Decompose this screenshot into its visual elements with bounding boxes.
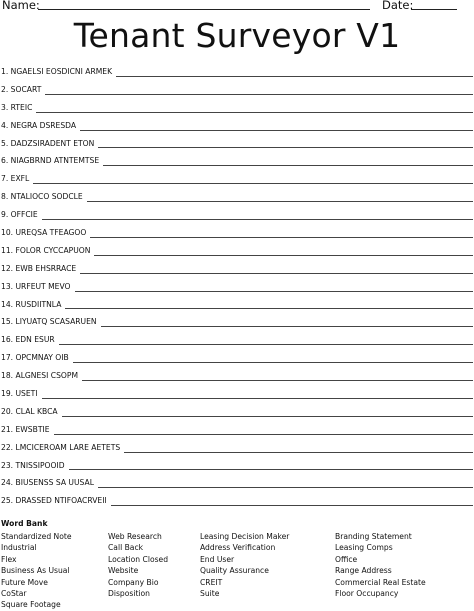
answer-line[interactable] bbox=[80, 130, 473, 131]
question-number: 25. bbox=[1, 496, 14, 506]
question-number: 4. bbox=[1, 120, 9, 130]
answer-line[interactable] bbox=[103, 165, 473, 166]
scrambled-word: EDN ESUR bbox=[15, 335, 55, 345]
word-bank-item: Leasing Comps bbox=[335, 543, 393, 553]
scrambled-word: USETI bbox=[15, 389, 38, 399]
question-row bbox=[1, 492, 473, 510]
answer-line[interactable] bbox=[98, 487, 473, 488]
scrambled-word: RTEIC bbox=[10, 102, 33, 112]
question-row bbox=[1, 188, 473, 206]
question-row bbox=[1, 349, 473, 367]
scrambled-word: ALGNESI CSOPM bbox=[15, 371, 78, 381]
answer-line[interactable] bbox=[45, 94, 473, 95]
page-title: Tenant Surveyor V1 bbox=[73, 16, 401, 55]
question-row bbox=[1, 296, 473, 314]
question-number: 8. bbox=[1, 192, 9, 202]
question-row bbox=[1, 170, 473, 188]
scrambled-word: FOLOR CYCCAPUON bbox=[15, 245, 91, 255]
question-number: 5. bbox=[1, 138, 9, 148]
question-number: 22. bbox=[1, 442, 14, 452]
word-bank-column-2 bbox=[108, 531, 168, 599]
question-number: 11. bbox=[1, 245, 14, 255]
question-number: 16. bbox=[1, 335, 14, 345]
word-bank-item: CoStar bbox=[1, 589, 27, 599]
scrambled-word: TNISSIPOOID bbox=[15, 460, 65, 470]
word-bank-column-3 bbox=[200, 531, 289, 599]
question-number: 24. bbox=[1, 478, 14, 488]
question-number: 13. bbox=[1, 281, 14, 291]
word-bank-item: Location Closed bbox=[108, 554, 169, 564]
question-row bbox=[1, 99, 473, 117]
question-number: 1. bbox=[1, 67, 9, 76]
question-row bbox=[1, 439, 473, 457]
word-bank-item: Business As Usual bbox=[1, 566, 70, 576]
answer-line[interactable] bbox=[59, 344, 473, 345]
question-row bbox=[1, 81, 473, 99]
word-bank-item: Quality Assurance bbox=[200, 566, 269, 576]
scrambled-word: EXFL bbox=[10, 174, 30, 184]
question-number: 15. bbox=[1, 317, 14, 327]
answer-line[interactable] bbox=[116, 76, 473, 77]
word-bank-item: Floor Occupancy bbox=[335, 589, 399, 599]
scrambled-word: NEGRA DSRESDA bbox=[10, 120, 77, 130]
word-bank-column-1 bbox=[1, 531, 72, 611]
question-row bbox=[1, 474, 473, 492]
answer-line[interactable] bbox=[82, 380, 473, 381]
name-label: Name: bbox=[2, 0, 40, 12]
question-number: 18. bbox=[1, 371, 14, 381]
answer-line[interactable] bbox=[75, 291, 474, 292]
question-row bbox=[1, 117, 473, 135]
word-bank-item: Office bbox=[335, 554, 358, 564]
word-bank-item: Company Bio bbox=[108, 577, 159, 587]
scrambled-word: URFEUT MEVO bbox=[15, 281, 71, 291]
question-number: 23. bbox=[1, 460, 14, 470]
answer-line[interactable] bbox=[62, 416, 473, 417]
word-bank-item: Web Research bbox=[108, 532, 162, 541]
word-bank-item: Branding Statement bbox=[335, 532, 412, 541]
question-number: 3. bbox=[1, 102, 9, 112]
question-number: 9. bbox=[1, 210, 9, 220]
question-number: 2. bbox=[1, 84, 9, 94]
question-number: 7. bbox=[1, 174, 9, 184]
scrambled-word: NGAELSI EOSDICNI ARMEK bbox=[10, 67, 113, 76]
word-bank-item: Disposition bbox=[108, 589, 150, 599]
date-field-line[interactable] bbox=[411, 9, 457, 10]
question-number: 14. bbox=[1, 299, 14, 309]
scrambled-word: DRASSED NTIFOACRVEII bbox=[15, 496, 107, 506]
answer-line[interactable] bbox=[42, 398, 473, 399]
question-number: 10. bbox=[1, 228, 14, 238]
answer-line[interactable] bbox=[87, 201, 473, 202]
answer-line[interactable] bbox=[42, 219, 473, 220]
scrambled-word: LIYUATQ SCASARUEN bbox=[15, 317, 97, 327]
scrambled-word: CLAL KBCA bbox=[15, 406, 58, 416]
answer-line[interactable] bbox=[65, 308, 473, 309]
answer-line[interactable] bbox=[54, 434, 473, 435]
question-row bbox=[1, 242, 473, 260]
scrambled-word: NTALIOCO SODCLE bbox=[10, 192, 83, 202]
question-row bbox=[1, 260, 473, 278]
scrambled-word: RUSDIITNLA bbox=[15, 299, 62, 309]
word-bank-item: Leasing Decision Maker bbox=[200, 532, 290, 541]
scrambled-word: UREQSA TFEAGOO bbox=[15, 228, 87, 238]
word-bank-title: Word Bank bbox=[1, 519, 48, 528]
word-bank-item: Square Footage bbox=[1, 600, 61, 610]
word-bank-item: Future Move bbox=[1, 577, 48, 587]
scrambled-word: NIAGBRND ATNTEMTSE bbox=[10, 156, 100, 166]
question-row bbox=[1, 206, 473, 224]
question-number: 20. bbox=[1, 406, 14, 416]
question-row bbox=[1, 313, 473, 331]
question-row bbox=[1, 63, 473, 81]
question-row bbox=[1, 331, 473, 349]
scrambled-word: SOCART bbox=[10, 84, 42, 94]
date-label: Date: bbox=[382, 0, 414, 12]
word-bank-item: End User bbox=[200, 554, 235, 564]
question-row bbox=[1, 224, 473, 242]
question-number: 21. bbox=[1, 424, 14, 434]
word-bank-item: Address Verification bbox=[200, 543, 276, 553]
answer-line[interactable] bbox=[33, 183, 473, 184]
scrambled-word: OPCMNAY OIB bbox=[15, 353, 69, 363]
answer-line[interactable] bbox=[111, 505, 473, 506]
word-bank-item: Standardized Note bbox=[1, 532, 72, 541]
word-bank-item: Suite bbox=[200, 589, 220, 599]
scrambled-word: DADZSIRADENT ETON bbox=[10, 138, 95, 148]
scrambled-word: EWB EHSRRACE bbox=[15, 263, 77, 273]
word-bank-item: Commercial Real Estate bbox=[335, 577, 426, 587]
word-bank-item: Range Address bbox=[335, 566, 392, 576]
answer-line[interactable] bbox=[90, 237, 473, 238]
answer-line[interactable] bbox=[98, 147, 473, 148]
word-bank-item: Website bbox=[108, 566, 139, 576]
question-row bbox=[1, 457, 473, 475]
question-number: 17. bbox=[1, 353, 14, 363]
word-bank-item: Industrial bbox=[1, 543, 37, 553]
question-row bbox=[1, 385, 473, 403]
question-row bbox=[1, 403, 473, 421]
question-number: 19. bbox=[1, 389, 14, 399]
question-row bbox=[1, 421, 473, 439]
answer-line[interactable] bbox=[80, 273, 473, 274]
answer-line[interactable] bbox=[124, 452, 473, 453]
word-bank-item: Call Back bbox=[108, 543, 144, 553]
answer-line[interactable] bbox=[94, 255, 473, 256]
answer-line[interactable] bbox=[69, 469, 473, 470]
question-number: 6. bbox=[1, 156, 9, 166]
answer-line[interactable] bbox=[101, 326, 473, 327]
name-date-header bbox=[2, 0, 472, 13]
question-row bbox=[1, 135, 473, 153]
question-row bbox=[1, 367, 473, 385]
question-row bbox=[1, 278, 473, 296]
word-bank-item: Flex bbox=[1, 554, 17, 564]
word-bank-item: CREIT bbox=[200, 577, 223, 587]
question-list bbox=[1, 63, 473, 510]
scrambled-word: BIUSENSS SA UUSAL bbox=[15, 478, 94, 488]
answer-line[interactable] bbox=[73, 362, 473, 363]
scrambled-word: EWSBTIE bbox=[15, 424, 50, 434]
scrambled-word: OFFCIE bbox=[10, 210, 38, 220]
name-field-line[interactable] bbox=[38, 9, 370, 10]
answer-line[interactable] bbox=[36, 112, 473, 113]
question-row bbox=[1, 152, 473, 170]
word-bank-column-4 bbox=[335, 531, 426, 599]
scrambled-word: LMCICEROAM LARE AETETS bbox=[15, 442, 121, 452]
question-number: 12. bbox=[1, 263, 14, 273]
